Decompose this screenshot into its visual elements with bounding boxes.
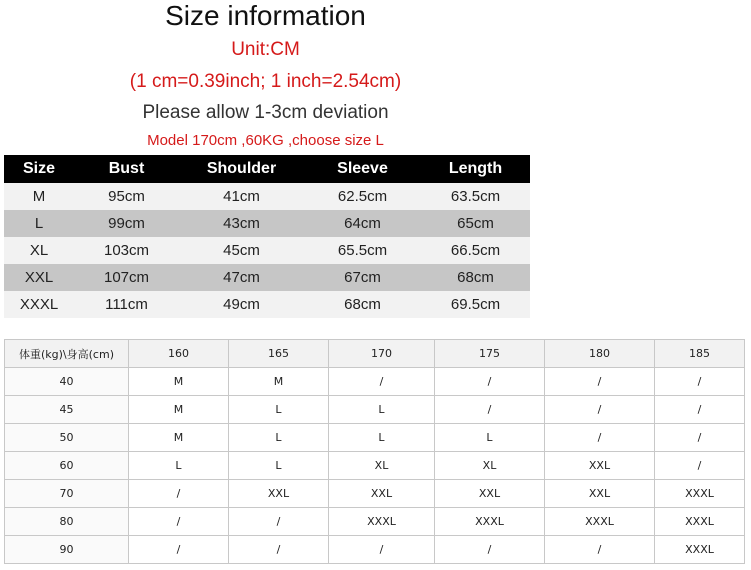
size-table-cell: 45cm [179, 237, 304, 264]
weight-height-table-cell: XXL [435, 480, 545, 508]
size-table-cell: 43cm [179, 210, 304, 237]
weight-height-table-cell: XXXL [545, 508, 655, 536]
size-table-row [4, 264, 530, 291]
weight-height-table-cell: / [129, 536, 229, 564]
weight-height-table-cell: M [129, 424, 229, 452]
size-table-column-header: Shoulder [179, 155, 304, 183]
weight-height-table-cell: L [229, 424, 329, 452]
deviation-note: Please allow 1-3cm deviation [142, 102, 389, 123]
weight-height-table-row [5, 396, 745, 424]
weight-height-table-row [5, 508, 745, 536]
size-table-cell: 67cm [304, 264, 421, 291]
weight-height-table-column-header: 体重(kg)\身高(cm) [5, 340, 129, 368]
size-table-header-row [4, 155, 530, 183]
size-table-cell: 66.5cm [421, 237, 530, 264]
size-table-cell: XXL [4, 264, 74, 291]
weight-height-table-cell: L [435, 424, 545, 452]
weight-height-table-column-header: 165 [229, 340, 329, 368]
weight-height-table-cell: / [435, 396, 545, 424]
weight-height-table [4, 339, 745, 564]
weight-height-table-column-header: 170 [329, 340, 435, 368]
size-table-cell: 68cm [421, 264, 530, 291]
size-table-cell: XL [4, 237, 74, 264]
size-table-cell: 41cm [179, 183, 304, 210]
size-table-column-header: Bust [74, 155, 179, 183]
weight-height-table-column-header: 185 [655, 340, 745, 368]
size-table [4, 155, 530, 318]
weight-height-table-body [5, 368, 745, 564]
weight-height-table-cell: 60 [5, 452, 129, 480]
size-table-cell: 64cm [304, 210, 421, 237]
weight-height-table-column-header: 160 [129, 340, 229, 368]
weight-height-table-cell: 80 [5, 508, 129, 536]
page-title: Size information [165, 0, 366, 31]
weight-height-table-cell: XXXL [329, 508, 435, 536]
size-table-row [4, 183, 530, 210]
weight-height-table-row [5, 536, 745, 564]
weight-height-table-row [5, 452, 745, 480]
size-table-row [4, 210, 530, 237]
size-table-cell: 111cm [74, 291, 179, 318]
weight-height-table-cell: / [545, 424, 655, 452]
unit-label: Unit:CM [231, 39, 300, 60]
conversion-note: (1 cm=0.39inch; 1 inch=2.54cm) [129, 71, 402, 92]
size-table-cell: 65cm [421, 210, 530, 237]
weight-height-table-row [5, 424, 745, 452]
weight-height-table-cell: XXL [329, 480, 435, 508]
weight-height-table-cell: XXL [229, 480, 329, 508]
size-table-cell: 103cm [74, 237, 179, 264]
size-table-cell: 63.5cm [421, 183, 530, 210]
weight-height-table-cell: 50 [5, 424, 129, 452]
weight-height-table-cell: L [329, 396, 435, 424]
weight-height-table-cell: / [655, 452, 745, 480]
weight-height-table-cell: XL [329, 452, 435, 480]
size-table-cell: 95cm [74, 183, 179, 210]
weight-height-table-cell: / [655, 368, 745, 396]
weight-height-table-cell: / [545, 536, 655, 564]
size-table-cell: L [4, 210, 74, 237]
size-table-column-header: Length [421, 155, 530, 183]
weight-height-table-cell: 90 [5, 536, 129, 564]
size-table-cell: 62.5cm [304, 183, 421, 210]
size-table-cell: 107cm [74, 264, 179, 291]
weight-height-table-cell: XL [435, 452, 545, 480]
weight-height-table-cell: M [129, 396, 229, 424]
weight-height-table-cell: / [545, 368, 655, 396]
weight-height-table-cell: / [655, 396, 745, 424]
weight-height-table-cell: L [229, 396, 329, 424]
weight-height-table-cell: XXXL [655, 480, 745, 508]
size-table-column-header: Sleeve [304, 155, 421, 183]
model-note: Model 170cm ,60KG ,choose size L [147, 132, 384, 149]
weight-height-table-cell: / [329, 368, 435, 396]
size-table-column-header: Size [4, 155, 74, 183]
size-table-cell: M [4, 183, 74, 210]
weight-height-table-cell: / [129, 480, 229, 508]
size-table-row [4, 291, 530, 318]
weight-height-table-cell: 70 [5, 480, 129, 508]
weight-height-table-cell: L [229, 452, 329, 480]
size-table-cell: 99cm [74, 210, 179, 237]
weight-height-table-cell: XXL [545, 480, 655, 508]
weight-height-table-row [5, 368, 745, 396]
size-table-cell: 47cm [179, 264, 304, 291]
size-table-body [4, 183, 530, 318]
weight-height-table-cell: 40 [5, 368, 129, 396]
weight-height-table-cell: / [229, 508, 329, 536]
weight-height-table-cell: XXXL [655, 536, 745, 564]
size-table-cell: 68cm [304, 291, 421, 318]
size-table-cell: 49cm [179, 291, 304, 318]
weight-height-table-cell: XXXL [655, 508, 745, 536]
weight-height-table-cell: XXXL [435, 508, 545, 536]
weight-height-table-header-row [5, 340, 745, 368]
weight-height-table-cell: / [329, 536, 435, 564]
weight-height-table-cell: / [545, 396, 655, 424]
weight-height-table-column-header: 175 [435, 340, 545, 368]
weight-height-table-cell: XXL [545, 452, 655, 480]
size-table-cell: XXXL [4, 291, 74, 318]
weight-height-table-cell: M [229, 368, 329, 396]
size-table-cell: 69.5cm [421, 291, 530, 318]
weight-height-table-cell: / [655, 424, 745, 452]
weight-height-table-cell: 45 [5, 396, 129, 424]
weight-height-table-cell: L [129, 452, 229, 480]
weight-height-table-column-header: 180 [545, 340, 655, 368]
weight-height-table-row [5, 480, 745, 508]
weight-height-table-cell: L [329, 424, 435, 452]
size-table-header [4, 155, 530, 183]
weight-height-table-cell: M [129, 368, 229, 396]
size-table-cell: 65.5cm [304, 237, 421, 264]
weight-height-table-cell: / [129, 508, 229, 536]
weight-height-table-cell: / [435, 536, 545, 564]
weight-height-table-header [5, 340, 745, 368]
weight-height-table-cell: / [229, 536, 329, 564]
size-table-row [4, 237, 530, 264]
weight-height-table-cell: / [435, 368, 545, 396]
